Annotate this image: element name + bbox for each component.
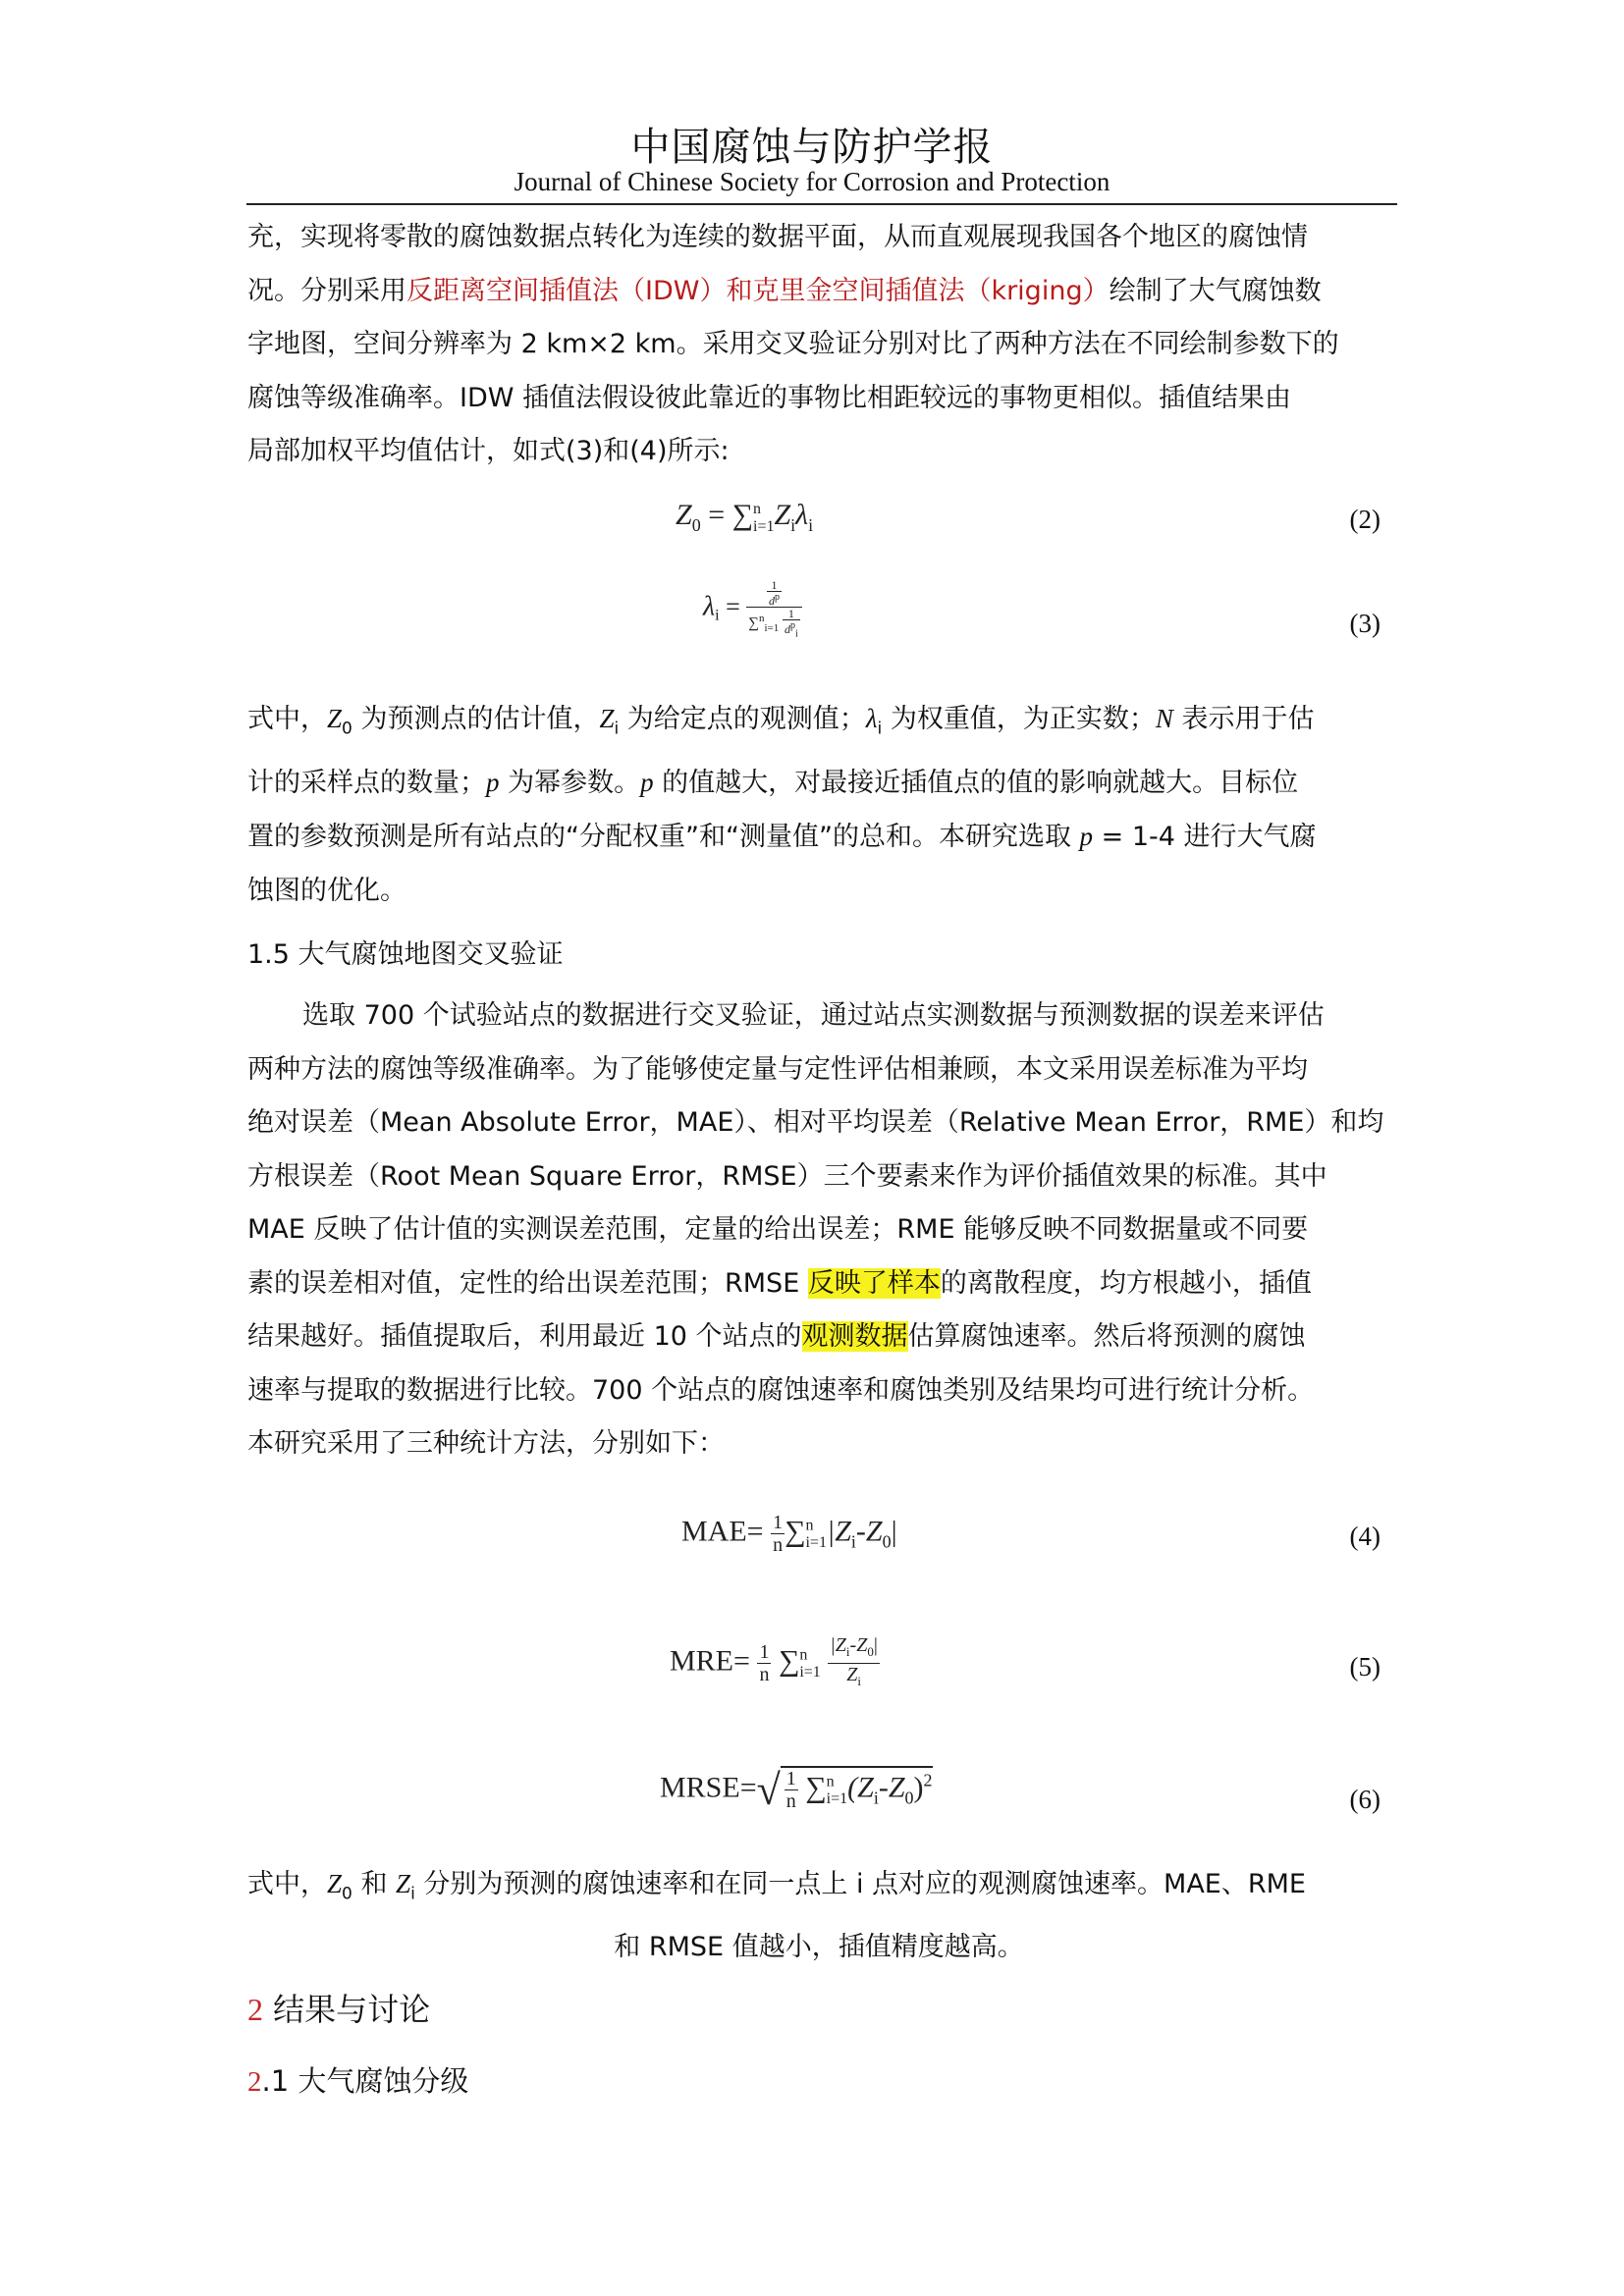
eq-fraction xyxy=(757,1641,771,1685)
after-equation-paragraph xyxy=(247,1857,1390,1974)
variable-explanation xyxy=(247,692,1390,918)
text-line: 和 RMSE 值越小，插值精度越高。 xyxy=(614,1931,1024,1962)
eq-fraction xyxy=(746,579,802,640)
equation-6 xyxy=(660,1765,933,1815)
var-symbol: Z xyxy=(327,1869,343,1898)
equation-3 xyxy=(703,579,802,640)
eq-symbol: Z xyxy=(676,499,692,531)
text-line xyxy=(247,810,1390,865)
eq-symbol: |Z xyxy=(826,1515,851,1548)
text-line xyxy=(247,756,1390,811)
eq-subscript: i=1 xyxy=(799,1664,821,1682)
eq-fraction xyxy=(783,608,800,640)
highlighted-text: 反映了样本 xyxy=(807,1267,941,1299)
highlighted-text: 观测数据 xyxy=(801,1321,908,1352)
eq-subscript: 0 xyxy=(691,515,701,535)
var-symbol: p xyxy=(640,767,654,797)
eq-subscript: i=1 xyxy=(805,1534,827,1552)
var-symbol: p xyxy=(1079,822,1094,852)
eq-operator: ) xyxy=(913,1771,924,1804)
text-line xyxy=(247,692,1390,756)
eq-label: MRSE= xyxy=(660,1771,757,1804)
fraction-numerator xyxy=(746,579,802,608)
var-symbol: p xyxy=(486,767,500,797)
eq-operator: = ∑ xyxy=(700,499,753,531)
text-line: 方根误差（Root Mean Square Error，RMSE）三个要素来作为评价插值效果的标准。其中 xyxy=(247,1160,1327,1192)
eq-operator: | xyxy=(873,1634,878,1656)
var-subscript: 0 xyxy=(342,1884,352,1904)
eq-subscript: i xyxy=(808,515,814,535)
eq-subscript: 0 xyxy=(882,1531,892,1552)
text-span: = 1-4 进行大气腐 xyxy=(1093,822,1317,853)
sqrt-icon: √ xyxy=(756,1766,781,1814)
text-line: 字地图，空间分辨率为 2 km×2 km。采用交叉验证分别对比了两种方法在不同绘制参数下的 xyxy=(247,329,1339,359)
equation-number-3: (3) xyxy=(1349,609,1380,638)
text-span: 的值越大，对最接近插值点的值的影响就越大。目标位 xyxy=(653,767,1299,798)
eq-superscript: 2 xyxy=(923,1770,933,1790)
body-paragraph xyxy=(247,989,1390,1471)
eq-subscript: i xyxy=(794,628,798,640)
eq-symbol: λ xyxy=(795,499,809,531)
equation-number-6: (6) xyxy=(1349,1785,1380,1814)
eq-fraction xyxy=(767,579,782,607)
text-line: 速率与提取的数据进行比较。700 个站点的腐蚀速率和腐蚀类别及结果均可进行统计分析。 xyxy=(247,1374,1315,1406)
eq-subscript: 0 xyxy=(904,1788,914,1808)
eq-subscript: 0 xyxy=(867,1644,874,1659)
eq-subscript: i xyxy=(790,515,796,535)
eq-superscript: n xyxy=(805,1517,814,1534)
section-heading-2-1 xyxy=(247,2059,468,2100)
var-symbol: Z xyxy=(599,704,615,733)
eq-label: MAE= xyxy=(681,1515,764,1548)
text-span: 置的参数预测是所有站点的“分配权重”和“测量值”的总和。本研究选取 xyxy=(247,822,1080,853)
eq-symbol: -Z xyxy=(849,1634,868,1656)
eq-superscript: n xyxy=(758,613,765,625)
sqrt-body xyxy=(781,1766,933,1812)
eq-superscript: n xyxy=(753,501,761,517)
journal-title-cn: 中国腐蚀与防护学报 xyxy=(630,125,994,170)
equation-5 xyxy=(670,1634,880,1692)
fraction-denominator: n xyxy=(773,1534,784,1556)
eq-operator: ∑ xyxy=(748,615,759,632)
text-span: 的离散程度，均方根越小，插值 xyxy=(940,1267,1312,1299)
text-line: 腐蚀等级准确率。IDW 插值法假设彼此靠近的事物比相距较远的事物更相似。插值结果由 xyxy=(247,382,1292,413)
text-line xyxy=(247,1257,1390,1311)
equation-number-2: (2) xyxy=(1349,505,1380,534)
text-line: 两种方法的腐蚀等级准确率。为了能够使定量与定性评估相兼顾，本文采用误差标准为平均 xyxy=(247,1053,1308,1085)
text-span: 况。分别采用 xyxy=(247,275,406,306)
text-line xyxy=(247,1857,1390,1921)
eq-superscript: n xyxy=(799,1646,808,1664)
text-span: 表示用于估 xyxy=(1172,704,1315,734)
text-span: 计的采样点的数量； xyxy=(247,767,486,798)
var-subscript: i xyxy=(410,1884,415,1904)
eq-superscript: n xyxy=(826,1773,835,1790)
fraction-numerator: 1 xyxy=(773,1512,784,1533)
fraction-denominator xyxy=(828,1664,880,1692)
text-line xyxy=(247,1310,1390,1364)
eq-symbol: (Z xyxy=(847,1771,874,1804)
text-span: 绘制了大气腐蚀数 xyxy=(1109,275,1322,306)
eq-superscript: p xyxy=(789,620,795,631)
eq-operator: ∑ xyxy=(805,1771,827,1804)
eq-operator: ∑ xyxy=(785,1515,806,1548)
eq-superscript: p xyxy=(775,592,781,603)
section-heading-1-5: 1.5 大气腐蚀地图交叉验证 xyxy=(247,939,564,970)
fraction-numerator: 1 xyxy=(767,579,782,592)
intro-paragraph xyxy=(247,211,1390,479)
eq-symbol: Z xyxy=(846,1664,858,1685)
eq-fraction xyxy=(771,1512,785,1556)
var-symbol: λ xyxy=(865,704,878,733)
journal-title-en: Journal of Chinese Society for Corrosion and Protection xyxy=(514,167,1110,196)
var-subscript: 0 xyxy=(342,719,352,739)
text-span: 分别为预测的腐蚀速率和在同一点上 i 点对应的观测腐蚀速率。MAE、RME xyxy=(414,1869,1306,1899)
fraction-denominator: n xyxy=(759,1664,770,1685)
text-span: 素的误差相对值，定性的给出误差范围；RMSE xyxy=(247,1267,808,1299)
fraction-numerator: 1 xyxy=(785,1768,796,1789)
eq-symbol: d xyxy=(769,594,776,608)
text-line: 局部加权平均值估计，如式(3)和(4)所示: xyxy=(247,436,730,466)
fraction-numerator xyxy=(828,1634,880,1664)
var-symbol: N xyxy=(1155,704,1173,733)
fraction-denominator xyxy=(767,592,782,607)
eq-subscript: i=1 xyxy=(753,518,775,535)
text-line xyxy=(247,265,1390,319)
var-subscript: i xyxy=(614,719,620,739)
eq-symbol: d xyxy=(784,622,790,636)
section-title: .1 大气腐蚀分级 xyxy=(261,2064,469,2098)
text-span: 为预测点的估计值， xyxy=(352,704,600,734)
section-number: 2 xyxy=(247,2066,262,2098)
text-line: 蚀图的优化。 xyxy=(247,875,406,906)
eq-operator: = xyxy=(719,592,747,621)
var-subscript: i xyxy=(877,719,883,739)
eq-subscript: i=1 xyxy=(826,1790,848,1808)
eq-operator: ∑ xyxy=(778,1644,800,1678)
equation-number-4: (4) xyxy=(1349,1522,1380,1551)
text-span: 估算腐蚀速率。然后将预测的腐蚀 xyxy=(907,1321,1306,1352)
eq-symbol: Z xyxy=(774,499,791,531)
section-title: 结果与讨论 xyxy=(263,1991,431,2028)
eq-subscript: i xyxy=(857,1674,861,1688)
text-span: 为权重值，为正实数； xyxy=(882,704,1156,734)
method-reference: 反距离空间插值法（IDW）和克里金空间插值法（kriging） xyxy=(406,275,1110,306)
fraction-numerator: 1 xyxy=(759,1641,770,1663)
fraction-numerator: 1 xyxy=(783,608,800,620)
text-span: 为幂参数。 xyxy=(499,767,641,798)
eq-operator: | xyxy=(891,1515,897,1548)
text-line: 充，实现将零散的腐蚀数据点转化为连续的数据平面，从而直观展现我国各个地区的腐蚀情 xyxy=(247,222,1308,252)
var-symbol: Z xyxy=(396,1869,411,1898)
eq-symbol: -Z xyxy=(855,1515,883,1548)
header-divider xyxy=(246,203,1397,205)
eq-symbol: -Z xyxy=(878,1771,905,1804)
text-line: MAE 反映了估计值的实测误差范围，定量的给出误差；RME 能够反映不同数据量或不同要 xyxy=(247,1214,1309,1245)
text-span: 结果越好。插值提取后，利用最近 10 个站点的 xyxy=(247,1321,802,1352)
eq-symbol: λ xyxy=(703,591,716,622)
text-span: 为给定点的观测值； xyxy=(619,704,866,734)
text-span: 式中， xyxy=(247,704,327,734)
equation-2 xyxy=(676,499,813,536)
equation-number-5: (5) xyxy=(1349,1652,1380,1682)
eq-subscript: i xyxy=(850,1531,856,1552)
section-heading-2 xyxy=(247,1985,430,2030)
var-symbol: Z xyxy=(327,704,343,733)
eq-subscript: i xyxy=(873,1788,879,1808)
eq-label: MRE= xyxy=(670,1644,750,1678)
eq-symbol: |Z xyxy=(830,1634,846,1656)
eq-fraction xyxy=(828,1634,880,1692)
text-line: 选取 700 个试验站点的数据进行交叉验证，通过站点实测数据与预测数据的误差来评估 xyxy=(302,1000,1325,1031)
text-line: 本研究采用了三种统计方法，分别如下： xyxy=(247,1428,725,1459)
eq-subscript: i xyxy=(845,1644,850,1659)
fraction-denominator: n xyxy=(785,1790,796,1812)
text-span: 式中， xyxy=(247,1869,327,1899)
section-number: 2 xyxy=(247,1992,263,2027)
equation-4 xyxy=(681,1512,897,1556)
text-span: 和 xyxy=(352,1869,397,1899)
text-line: 绝对误差（Mean Absolute Error，MAE）、相对平均误差（Relative Mean Error，RME）和均 xyxy=(247,1107,1384,1138)
eq-subscript: i xyxy=(715,607,720,624)
fraction-denominator xyxy=(783,620,800,640)
eq-subscript: i=1 xyxy=(764,622,780,635)
eq-fraction xyxy=(785,1768,798,1812)
fraction-denominator xyxy=(746,608,802,640)
